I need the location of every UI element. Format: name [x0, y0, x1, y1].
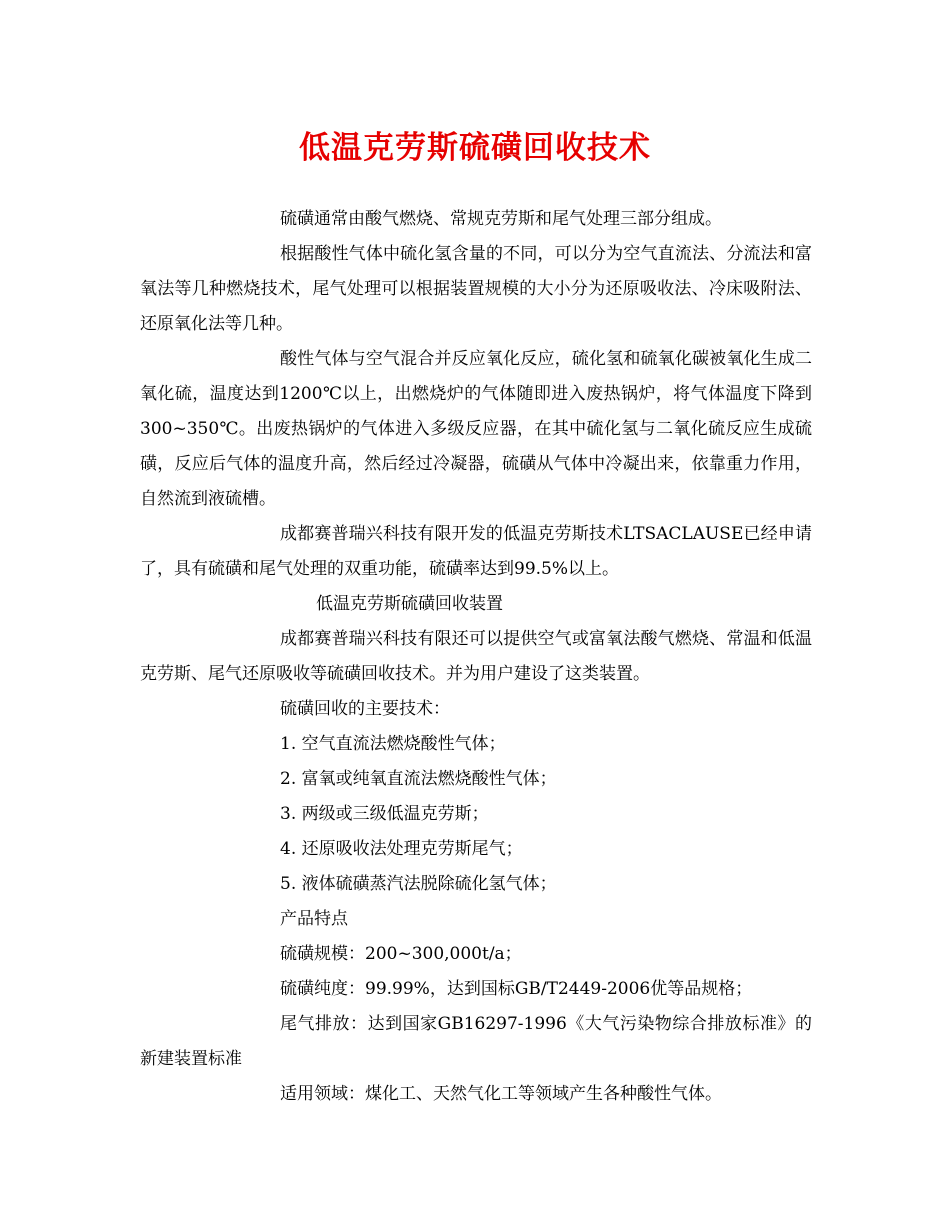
paragraph-ltsaclause: 成都赛普瑞兴科技有限开发的低温克劳斯技术LTSACLAUSE已经申请了，具有硫磺和尾气处理的双重功能，硫磺率达到99.5%以上。 — [140, 524, 812, 579]
paragraph-intro: 硫磺通常由酸气燃烧、常规克劳斯和尾气处理三部分组成。 — [280, 209, 722, 229]
document-title: 低温克劳斯硫磺回收技术 — [299, 130, 651, 166]
list-item: 2. 富氧或纯氧直流法燃烧酸性气体； — [280, 769, 557, 789]
feature-purity: 硫磺纯度：99.99%，达到国标GB/T2449-2006优等品规格； — [280, 979, 753, 999]
list-item: 3. 两级或三级低温克劳斯； — [280, 804, 489, 824]
list-item: 4. 还原吸收法处理克劳斯尾气； — [280, 839, 523, 859]
feature-emission: 尾气排放：达到国家GB16297-1996《大气污染物综合排放标准》的新建装置标准 — [140, 1014, 812, 1069]
feature-application: 适用领域：煤化工、天然气化工等领域产生各种酸性气体。 — [280, 1084, 722, 1104]
list-item: 5. 液体硫磺蒸汽法脱除硫化氢气体； — [280, 874, 557, 894]
paragraph-combustion-methods: 根据酸性气体中硫化氢含量的不同，可以分为空气直流法、分流法和富氧法等几种燃烧技术，尾气处理可以根据装置规模的大小分为还原吸收法、冷床吸附法、还原氧化法等几种。 — [140, 244, 812, 334]
section-subtitle: 低温克劳斯硫磺回收装置 — [316, 594, 503, 614]
paragraph-supply: 成都赛普瑞兴科技有限还可以提供空气或富氧法酸气燃烧、常温和低温克劳斯、尾气还原吸收等硫磺回收技术。并为用户建设了这类装置。 — [140, 629, 812, 684]
tech-heading: 硫磺回收的主要技术： — [280, 699, 450, 719]
paragraph-process: 酸性气体与空气混合并反应氧化反应，硫化氢和硫氧化碳被氧化生成二氧化硫，温度达到1200℃以上，出燃烧炉的气体随即进入废热锅炉，将气体温度下降到 300~350℃。出废热锅炉的气体进入多级反应器，在其中硫化氢与二氧化硫反应生成硫磺，反应后气体的温度升高，然后经过冷凝器，硫磺从气体中冷凝出来，依靠重力作用，自然流到液硫槽。 — [140, 349, 812, 509]
document-body — [140, 202, 812, 1112]
feature-scale: 硫磺规模：200~300,000t/a； — [280, 944, 522, 964]
list-item: 1. 空气直流法燃烧酸性气体； — [280, 734, 506, 754]
features-heading: 产品特点 — [280, 909, 348, 929]
